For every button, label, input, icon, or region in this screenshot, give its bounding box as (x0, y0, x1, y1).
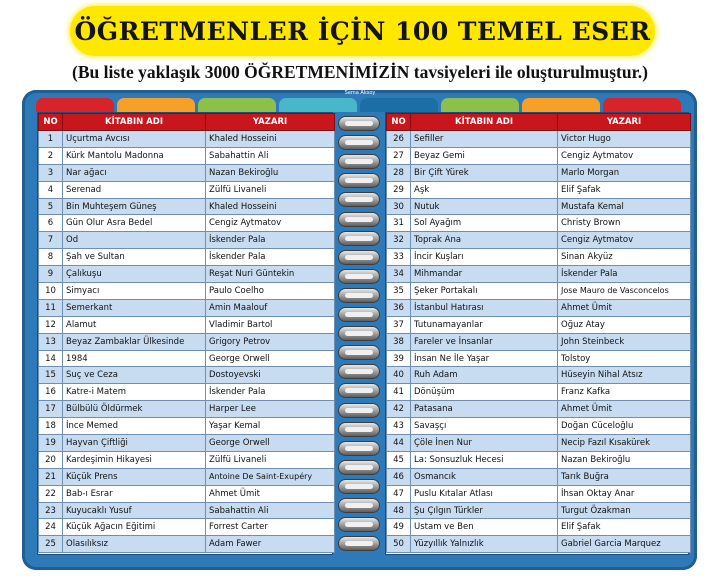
book-number: 18 (39, 418, 63, 435)
book-number: 17 (39, 401, 63, 418)
table-row (387, 131, 691, 148)
book-title: Semerkant (63, 299, 206, 316)
book-author: Harper Lee (206, 401, 335, 418)
binder-ring (338, 441, 380, 456)
binder-tab (117, 98, 195, 112)
book-title: Fareler ve İnsanlar (411, 333, 558, 350)
book-table-left (38, 113, 335, 553)
book-title: Nutuk (411, 198, 558, 215)
title-banner (70, 6, 655, 56)
book-author: İskender Pala (206, 249, 335, 266)
binder-ring (338, 231, 380, 246)
book-author: Necip Fazıl Kısakürek (558, 435, 691, 452)
book-number: 9 (39, 266, 63, 283)
book-author: Gabriel Garcia Marquez (558, 536, 691, 553)
book-number: 28 (387, 164, 411, 181)
book-title: Ustam ve Ben (411, 519, 558, 536)
book-number: 32 (387, 232, 411, 249)
book-title: Kürk Mantolu Madonna (63, 147, 206, 164)
book-author: Oğuz Atay (558, 316, 691, 333)
table-row (387, 249, 691, 266)
book-title: Beyaz Zambaklar Ülkesinde (63, 333, 206, 350)
table-row (39, 367, 335, 384)
book-number: 5 (39, 198, 63, 215)
table-row (39, 401, 335, 418)
book-number: 30 (387, 198, 411, 215)
book-number: 48 (387, 502, 411, 519)
table-row (39, 468, 335, 485)
book-author: Reşat Nuri Güntekin (206, 266, 335, 283)
table-row (387, 485, 691, 502)
book-number: 4 (39, 181, 63, 198)
book-title: Küçük Prens (63, 468, 206, 485)
book-number: 38 (387, 333, 411, 350)
book-number: 22 (39, 485, 63, 502)
book-author: Sabahattin Ali (206, 502, 335, 519)
table-row (39, 181, 335, 198)
table-row (39, 164, 335, 181)
book-number: 1 (39, 131, 63, 148)
binder-ring (338, 269, 380, 284)
table-row (39, 147, 335, 164)
book-author: Ahmet Ümit (558, 299, 691, 316)
binder-ring (338, 135, 380, 150)
book-author: Cengiz Aytmatov (558, 147, 691, 164)
book-author: Amin Maalouf (206, 299, 335, 316)
book-author: Sinan Akyüz (558, 249, 691, 266)
book-number: 14 (39, 350, 63, 367)
table-row (39, 485, 335, 502)
book-number: 12 (39, 316, 63, 333)
book-author: Turgut Özakman (558, 502, 691, 519)
table-header-row (387, 114, 691, 131)
table-row (387, 283, 691, 300)
table-row (387, 367, 691, 384)
book-title: Beyaz Gemi (411, 147, 558, 164)
binder-center-label: Sema Aksoy (344, 90, 376, 96)
book-title: Alamut (63, 316, 206, 333)
book-number: 13 (39, 333, 63, 350)
book-title: Suç ve Ceza (63, 367, 206, 384)
book-title: Bab-ı Esrar (63, 485, 206, 502)
binder-tab (198, 98, 276, 112)
table-body-left (39, 131, 335, 553)
book-author: Zülfü Livaneli (206, 451, 335, 468)
book-number: 43 (387, 418, 411, 435)
book-title: Ruh Adam (411, 367, 558, 384)
book-title: Şeker Portakalı (411, 283, 558, 300)
book-author: Paulo Coelho (206, 283, 335, 300)
book-number: 23 (39, 502, 63, 519)
book-title: Hayvan Çiftliği (63, 435, 206, 452)
table-row (39, 350, 335, 367)
book-number: 16 (39, 384, 63, 401)
binder-tab (279, 98, 357, 112)
table-row (387, 316, 691, 333)
table-row (387, 198, 691, 215)
table-row (387, 333, 691, 350)
book-title: Toprak Ana (411, 232, 558, 249)
book-author: Nazan Bekiroğlu (206, 164, 335, 181)
book-table-right (386, 113, 691, 553)
book-title: Tutunamayanlar (411, 316, 558, 333)
book-number: 6 (39, 215, 63, 232)
book-title: İstanbul Hatırası (411, 299, 558, 316)
right-page (385, 112, 689, 555)
binder-tab (603, 98, 681, 112)
book-title: Simyacı (63, 283, 206, 300)
book-title: İnsan Ne İle Yaşar (411, 350, 558, 367)
book-title: Od (63, 232, 206, 249)
table-row (387, 147, 691, 164)
table-row (387, 266, 691, 283)
book-author: Khaled Hosseini (206, 131, 335, 148)
book-title: La: Sonsuzluk Hecesi (411, 451, 558, 468)
book-title: Aşk (411, 181, 558, 198)
book-author: Khaled Hosseini (206, 198, 335, 215)
book-title: Mihmandar (411, 266, 558, 283)
book-number: 44 (387, 435, 411, 452)
book-number: 42 (387, 401, 411, 418)
column-header-title: KİTABIN ADI (411, 114, 558, 131)
book-author: Dostoyevski (206, 367, 335, 384)
book-author: Elif Şafak (558, 181, 691, 198)
table-row (387, 519, 691, 536)
table-row (387, 181, 691, 198)
book-author: Nazan Bekiroğlu (558, 451, 691, 468)
book-author: Grigory Petrov (206, 333, 335, 350)
book-number: 27 (387, 147, 411, 164)
table-row (39, 418, 335, 435)
binder-ring (338, 479, 380, 494)
book-number: 20 (39, 451, 63, 468)
binder-ring (338, 288, 380, 303)
table-body-right (387, 131, 691, 553)
binder-ring (338, 460, 380, 475)
book-number: 49 (387, 519, 411, 536)
table-header-row (39, 114, 335, 131)
book-author: Antoine De Saint-Exupéry (206, 468, 335, 485)
book-author: Sabahattin Ali (206, 147, 335, 164)
book-number: 19 (39, 435, 63, 452)
book-title: Bir Çift Yürek (411, 164, 558, 181)
table-row (387, 215, 691, 232)
column-header-title: KİTABIN ADI (63, 114, 206, 131)
book-title: Sol Ayağım (411, 215, 558, 232)
book-number: 41 (387, 384, 411, 401)
page-subtitle: (Bu liste yaklaşık 3000 ÖĞRETMENİMİZİN tavsiyeleri ile oluşturulmuştur.) (72, 62, 648, 82)
book-number: 15 (39, 367, 63, 384)
book-title: Kardeşimin Hikayesi (63, 451, 206, 468)
book-author: Elif Şafak (558, 519, 691, 536)
book-number: 34 (387, 266, 411, 283)
binder-ring (338, 154, 380, 169)
book-number: 29 (387, 181, 411, 198)
table-row (387, 232, 691, 249)
book-number: 36 (387, 299, 411, 316)
book-number: 50 (387, 536, 411, 553)
binder-ring (338, 364, 380, 379)
book-number: 33 (387, 249, 411, 266)
binder-ring (338, 173, 380, 188)
binder-ring (338, 192, 380, 207)
binder-ring (338, 212, 380, 227)
table-row (39, 131, 335, 148)
book-author: Hüseyin Nihal Atsız (558, 367, 691, 384)
table-row (387, 418, 691, 435)
book-author: İskender Pala (558, 266, 691, 283)
book-author: Franz Kafka (558, 384, 691, 401)
book-author: Vladimir Bartol (206, 316, 335, 333)
book-title: Çalıkuşu (63, 266, 206, 283)
book-title: İncir Kuşları (411, 249, 558, 266)
binder-ring (338, 517, 380, 532)
binder-tab (36, 98, 114, 112)
book-number: 8 (39, 249, 63, 266)
book-author: John Steinbeck (558, 333, 691, 350)
binder-tabs (36, 98, 684, 112)
book-title: Çöle İnen Nur (411, 435, 558, 452)
book-number: 47 (387, 485, 411, 502)
book-author: Jose Mauro de Vasconcelos (558, 283, 691, 300)
book-title: Kuyucaklı Yusuf (63, 502, 206, 519)
book-title: Bülbülü Öldürmek (63, 401, 206, 418)
book-author: Ahmet Ümit (206, 485, 335, 502)
book-author: İskender Pala (206, 384, 335, 401)
binder-ring (338, 422, 380, 437)
book-author: Forrest Carter (206, 519, 335, 536)
table-row (39, 519, 335, 536)
book-title: 1984 (63, 350, 206, 367)
table-row (39, 283, 335, 300)
book-author: Marlo Morgan (558, 164, 691, 181)
book-author: Tolstoy (558, 350, 691, 367)
book-number: 10 (39, 283, 63, 300)
book-title: Sefiller (411, 131, 558, 148)
book-number: 2 (39, 147, 63, 164)
table-row (39, 502, 335, 519)
book-number: 24 (39, 519, 63, 536)
table-row (387, 401, 691, 418)
book-title: Serenad (63, 181, 206, 198)
book-author: Ahmet Ümit (558, 401, 691, 418)
book-author: Yaşar Kemal (206, 418, 335, 435)
book-title: Patasana (411, 401, 558, 418)
book-number: 26 (387, 131, 411, 148)
book-title: Olasılıksız (63, 536, 206, 553)
binder-ring (338, 498, 380, 513)
book-author: George Orwell (206, 350, 335, 367)
table-row (387, 384, 691, 401)
book-title: Katre-i Matem (63, 384, 206, 401)
book-title: Puslu Kıtalar Atlası (411, 485, 558, 502)
table-row (39, 451, 335, 468)
book-author: Christy Brown (558, 215, 691, 232)
page-title: ÖĞRETMENLER İÇİN 100 TEMEL ESER (74, 16, 651, 46)
table-row (387, 468, 691, 485)
book-author: George Orwell (206, 435, 335, 452)
table-row (39, 215, 335, 232)
table-row (39, 384, 335, 401)
book-title: Gün Olur Asra Bedel (63, 215, 206, 232)
book-title: Yüzyıllık Yalnızlık (411, 536, 558, 553)
book-number: 37 (387, 316, 411, 333)
book-author: Zülfü Livaneli (206, 181, 335, 198)
book-number: 21 (39, 468, 63, 485)
book-author: Mustafa Kemal (558, 198, 691, 215)
table-row (39, 249, 335, 266)
binder-ring (338, 383, 380, 398)
table-row (39, 198, 335, 215)
book-author: İhsan Oktay Anar (558, 485, 691, 502)
binder-ring (338, 250, 380, 265)
book-number: 25 (39, 536, 63, 553)
table-row (387, 350, 691, 367)
binder-ring (338, 403, 380, 418)
book-author: Adam Fawer (206, 536, 335, 553)
book-author: Cengiz Aytmatov (558, 232, 691, 249)
book-number: 39 (387, 350, 411, 367)
table-row (387, 451, 691, 468)
binder-tab (441, 98, 519, 112)
book-number: 45 (387, 451, 411, 468)
book-number: 46 (387, 468, 411, 485)
binder-ring (338, 345, 380, 360)
book-author: Tarık Buğra (558, 468, 691, 485)
table-row (39, 536, 335, 553)
book-title: Osmancık (411, 468, 558, 485)
book-author: Doğan Cüceloğlu (558, 418, 691, 435)
table-row (39, 316, 335, 333)
book-title: Bin Muhteşem Güneş (63, 198, 206, 215)
table-row (387, 435, 691, 452)
book-author: Victor Hugo (558, 131, 691, 148)
book-number: 7 (39, 232, 63, 249)
book-number: 40 (387, 367, 411, 384)
book-number: 3 (39, 164, 63, 181)
book-title: Şah ve Sultan (63, 249, 206, 266)
binder-tab (360, 98, 438, 112)
table-row (39, 232, 335, 249)
book-title: Nar ağacı (63, 164, 206, 181)
table-row (387, 299, 691, 316)
binder-ring (338, 307, 380, 322)
table-row (39, 266, 335, 283)
book-title: Şu Çılgın Türkler (411, 502, 558, 519)
left-page (37, 112, 333, 555)
column-header-no: NO (39, 114, 63, 131)
book-number: 31 (387, 215, 411, 232)
table-row (39, 333, 335, 350)
table-row (387, 502, 691, 519)
spiral-binding (338, 116, 380, 556)
book-title: Uçurtma Avcısı (63, 131, 206, 148)
binder-ring (338, 116, 380, 131)
column-header-no: NO (387, 114, 411, 131)
column-header-author: YAZARI (558, 114, 691, 131)
book-number: 11 (39, 299, 63, 316)
book-title: Savaşçı (411, 418, 558, 435)
book-title: Küçük Ağacın Eğitimi (63, 519, 206, 536)
book-title: Dönüşüm (411, 384, 558, 401)
table-row (387, 536, 691, 553)
book-title: İnce Memed (63, 418, 206, 435)
table-row (387, 164, 691, 181)
table-row (39, 299, 335, 316)
binder-ring (338, 536, 380, 551)
binder-ring (338, 326, 380, 341)
book-author: Cengiz Aytmatov (206, 215, 335, 232)
book-author: İskender Pala (206, 232, 335, 249)
table-row (39, 435, 335, 452)
binder-tab (522, 98, 600, 112)
column-header-author: YAZARI (206, 114, 335, 131)
book-number: 35 (387, 283, 411, 300)
